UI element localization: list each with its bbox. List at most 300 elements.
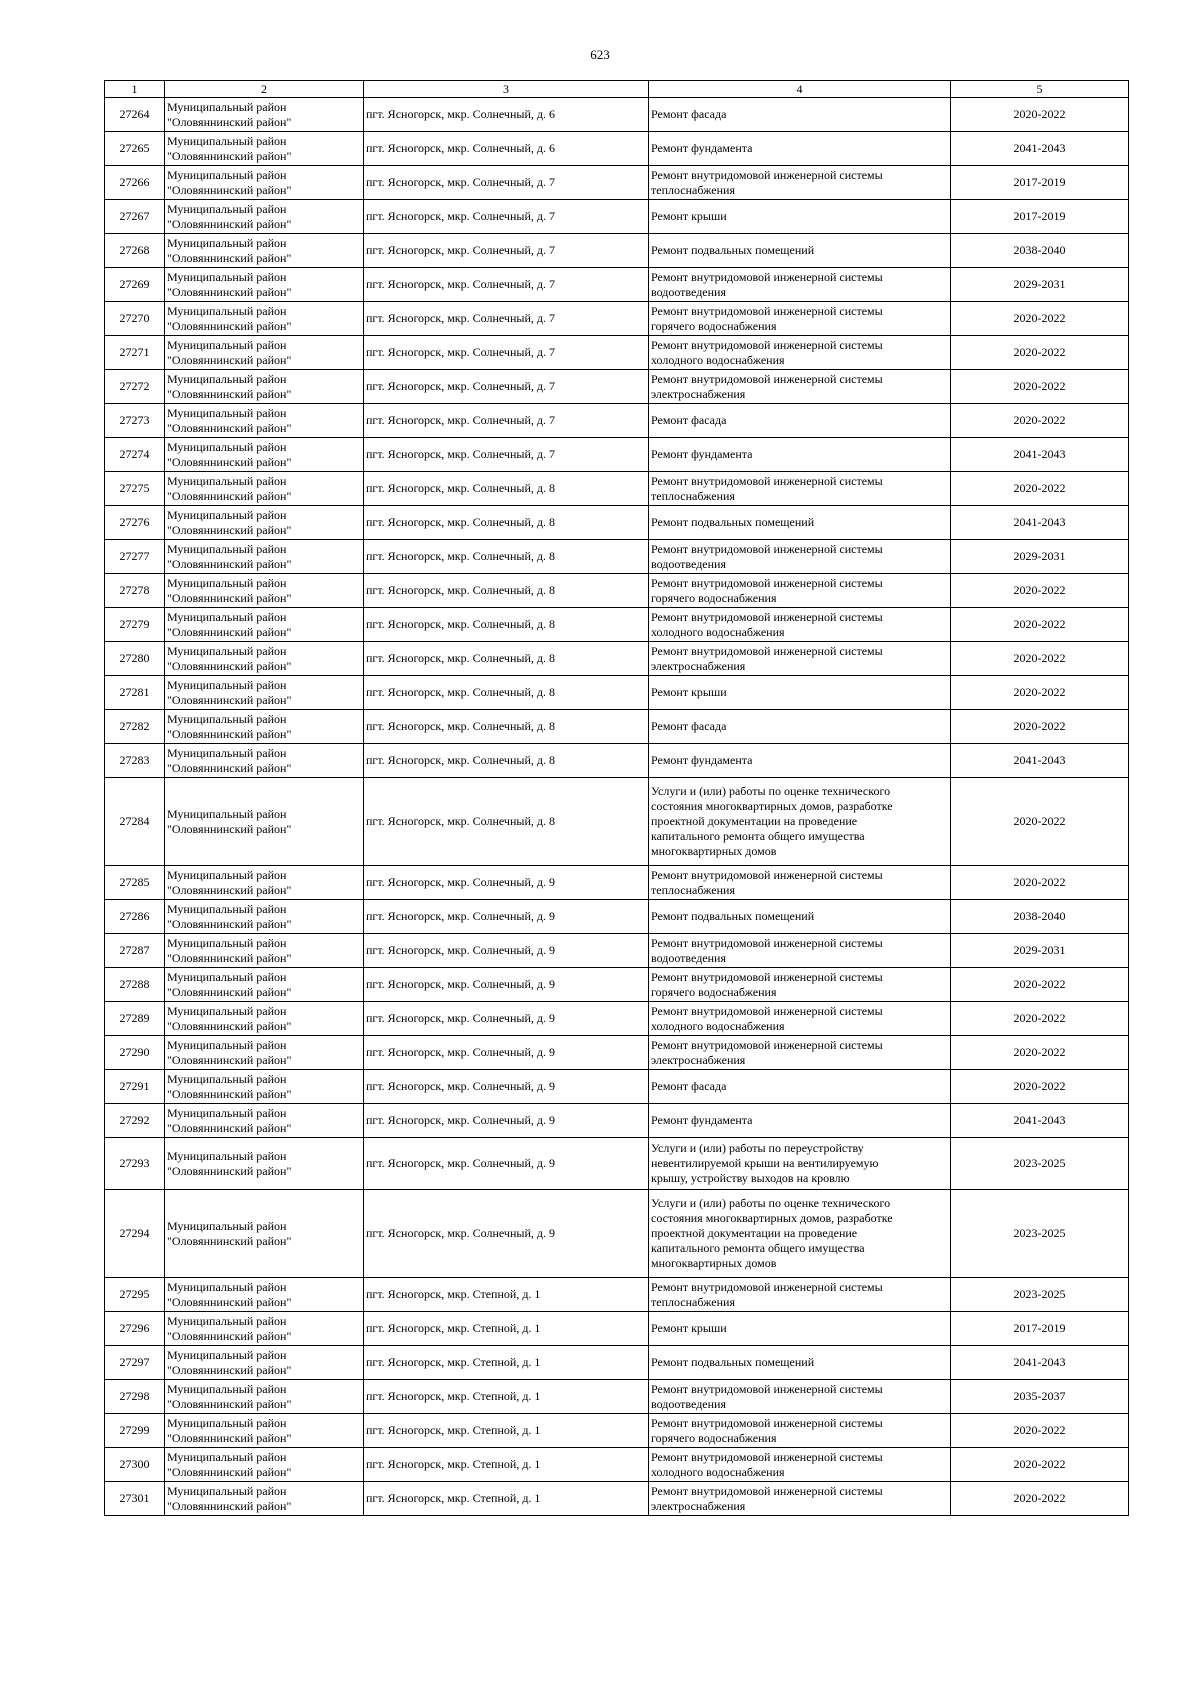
work-type-line: горячего водоснабжения (651, 590, 777, 605)
municipality-cell (165, 336, 364, 370)
work-type-line: Ремонт крыши (651, 1321, 727, 1335)
address-cell: пгт. Ясногорск, мкр. Степной, д. 1 (364, 1482, 649, 1516)
row-number: 27273 (105, 404, 165, 438)
period-cell: 2020-2022 (951, 1002, 1129, 1036)
address-cell: пгт. Ясногорск, мкр. Солнечный, д. 7 (364, 404, 649, 438)
repair-schedule-table (104, 80, 1129, 1516)
municipality-line: Муниципальный район (167, 935, 287, 950)
municipality-line: Муниципальный район (167, 677, 287, 692)
period-cell: 2020-2022 (951, 676, 1129, 710)
table-row (105, 968, 1129, 1002)
address-cell: пгт. Ясногорск, мкр. Солнечный, д. 6 (364, 98, 649, 132)
municipality-line: "Оловяннинский район" (167, 658, 292, 673)
work-type-cell (649, 778, 951, 866)
municipality-line: Муниципальный район (167, 99, 287, 114)
municipality-line: Муниципальный район (167, 1003, 287, 1018)
address-cell: пгт. Ясногорск, мкр. Степной, д. 1 (364, 1448, 649, 1482)
table-row (105, 370, 1129, 404)
work-type-line: Ремонт фундамента (651, 447, 753, 461)
table-row (105, 438, 1129, 472)
municipality-line: "Оловяннинский район" (167, 114, 292, 129)
row-number: 27284 (105, 778, 165, 866)
municipality-line: "Оловяннинский район" (167, 386, 292, 401)
period-cell: 2041-2043 (951, 132, 1129, 166)
municipality-line: Муниципальный район (167, 643, 287, 658)
work-type-line: Ремонт внутридомовой инженерной системы (651, 1037, 883, 1052)
address-cell: пгт. Ясногорск, мкр. Степной, д. 1 (364, 1312, 649, 1346)
work-type-line: Ремонт внутридомовой инженерной системы (651, 337, 883, 352)
row-number: 27268 (105, 234, 165, 268)
row-number: 27292 (105, 1104, 165, 1138)
table-row (105, 1482, 1129, 1516)
row-number: 27267 (105, 200, 165, 234)
period-cell: 2020-2022 (951, 710, 1129, 744)
period-cell: 2023-2025 (951, 1190, 1129, 1278)
period-cell: 2020-2022 (951, 642, 1129, 676)
work-type-line: Ремонт внутридомовой инженерной системы (651, 575, 883, 590)
table-row (105, 234, 1129, 268)
municipality-line: Муниципальный район (167, 133, 287, 148)
address-cell: пгт. Ясногорск, мкр. Солнечный, д. 8 (364, 676, 649, 710)
municipality-cell (165, 710, 364, 744)
work-type-line: теплоснабжения (651, 182, 735, 197)
municipality-line: "Оловяннинский район" (167, 760, 292, 775)
municipality-line: Муниципальный район (167, 439, 287, 454)
work-type-cell (649, 98, 951, 132)
work-type-line: водоотведения (651, 284, 726, 299)
work-type-line: Ремонт внутридомовой инженерной системы (651, 969, 883, 984)
work-type-line: Ремонт фасада (651, 1079, 727, 1093)
column-header-4: 4 (649, 81, 951, 98)
period-cell: 2020-2022 (951, 98, 1129, 132)
municipality-line: Муниципальный район (167, 1148, 287, 1163)
row-number: 27281 (105, 676, 165, 710)
work-type-line: проектной документации на проведение (651, 1226, 858, 1240)
work-type-line: Услуги и (или) работы по оценке технического (651, 1196, 891, 1210)
work-type-cell (649, 1104, 951, 1138)
column-header-3: 3 (364, 81, 649, 98)
address-cell: пгт. Ясногорск, мкр. Солнечный, д. 9 (364, 1070, 649, 1104)
work-type-line: Ремонт внутридомовой инженерной системы (651, 1483, 883, 1498)
municipality-line: "Оловяннинский район" (167, 420, 292, 435)
period-cell: 2041-2043 (951, 1104, 1129, 1138)
row-number: 27294 (105, 1190, 165, 1278)
municipality-line: Муниципальный район (167, 1313, 287, 1328)
work-type-cell (649, 1190, 951, 1278)
address-cell: пгт. Ясногорск, мкр. Солнечный, д. 9 (364, 1036, 649, 1070)
municipality-cell (165, 1036, 364, 1070)
municipality-line: Муниципальный район (167, 575, 287, 590)
municipality-cell (165, 866, 364, 900)
municipality-line: "Оловяннинский район" (167, 692, 292, 707)
period-cell: 2017-2019 (951, 166, 1129, 200)
municipality-line: Муниципальный район (167, 201, 287, 216)
table-row (105, 744, 1129, 778)
work-type-cell (649, 642, 951, 676)
municipality-line: Муниципальный район (167, 1218, 287, 1233)
work-type-cell (649, 404, 951, 438)
address-cell: пгт. Ясногорск, мкр. Солнечный, д. 7 (364, 200, 649, 234)
work-type-line: Ремонт фасада (651, 413, 727, 427)
period-cell: 2020-2022 (951, 608, 1129, 642)
municipality-line: "Оловяннинский район" (167, 916, 292, 931)
period-cell: 2038-2040 (951, 234, 1129, 268)
address-cell: пгт. Ясногорск, мкр. Степной, д. 1 (364, 1380, 649, 1414)
work-type-line: электроснабжения (651, 658, 746, 673)
table-row (105, 98, 1129, 132)
municipality-line: Муниципальный район (167, 609, 287, 624)
municipality-line: "Оловяннинский район" (167, 488, 292, 503)
row-number: 27277 (105, 540, 165, 574)
table-body (105, 98, 1129, 1516)
municipality-line: Муниципальный район (167, 1381, 287, 1396)
page-number: 623 (590, 47, 610, 62)
municipality-line: Муниципальный район (167, 303, 287, 318)
address-cell: пгт. Ясногорск, мкр. Солнечный, д. 9 (364, 1138, 649, 1190)
municipality-line: Муниципальный район (167, 745, 287, 760)
table-row (105, 336, 1129, 370)
table-row (105, 710, 1129, 744)
address-cell: пгт. Ясногорск, мкр. Солнечный, д. 7 (364, 268, 649, 302)
address-cell: пгт. Ясногорск, мкр. Солнечный, д. 9 (364, 866, 649, 900)
work-type-cell (649, 676, 951, 710)
address-cell: пгт. Ясногорск, мкр. Солнечный, д. 8 (364, 506, 649, 540)
work-type-line: Ремонт фундамента (651, 1113, 753, 1127)
municipality-cell (165, 370, 364, 404)
work-type-line: Ремонт внутридомовой инженерной системы (651, 867, 883, 882)
table-row (105, 302, 1129, 336)
period-cell: 2041-2043 (951, 744, 1129, 778)
work-type-cell (649, 438, 951, 472)
municipality-line: Муниципальный район (167, 337, 287, 352)
municipality-cell (165, 778, 364, 866)
municipality-line: "Оловяннинский район" (167, 590, 292, 605)
work-type-line: теплоснабжения (651, 488, 735, 503)
period-cell: 2041-2043 (951, 438, 1129, 472)
work-type-line: водоотведения (651, 1396, 726, 1411)
work-type-line: состояния многоквартирных домов, разработке (651, 799, 893, 813)
period-cell: 2020-2022 (951, 1482, 1129, 1516)
table-row (105, 1002, 1129, 1036)
municipality-line: Муниципальный район (167, 1279, 287, 1294)
period-cell: 2020-2022 (951, 1036, 1129, 1070)
municipality-cell (165, 1002, 364, 1036)
municipality-line: "Оловяннинский район" (167, 1120, 292, 1135)
row-number: 27299 (105, 1414, 165, 1448)
table-row (105, 166, 1129, 200)
period-cell: 2020-2022 (951, 778, 1129, 866)
work-type-line: Ремонт внутридомовой инженерной системы (651, 609, 883, 624)
work-type-cell (649, 370, 951, 404)
table-row (105, 1278, 1129, 1312)
municipality-line: "Оловяннинский район" (167, 284, 292, 299)
municipality-line: Муниципальный район (167, 806, 287, 821)
table-row (105, 1104, 1129, 1138)
work-type-line: Ремонт внутридомовой инженерной системы (651, 541, 883, 556)
period-cell: 2041-2043 (951, 1346, 1129, 1380)
municipality-line: Муниципальный район (167, 473, 287, 488)
row-number: 27276 (105, 506, 165, 540)
row-number: 27286 (105, 900, 165, 934)
municipality-line: "Оловяннинский район" (167, 318, 292, 333)
work-type-line: Ремонт внутридомовой инженерной системы (651, 1381, 883, 1396)
address-cell: пгт. Ясногорск, мкр. Солнечный, д. 8 (364, 472, 649, 506)
municipality-cell (165, 506, 364, 540)
work-type-line: Ремонт подвальных помещений (651, 515, 815, 529)
work-type-line: Ремонт фундамента (651, 141, 753, 155)
municipality-cell (165, 1380, 364, 1414)
row-number: 27295 (105, 1278, 165, 1312)
row-number: 27271 (105, 336, 165, 370)
period-cell: 2020-2022 (951, 1448, 1129, 1482)
work-type-line: капитального ремонта общего имущества (651, 1241, 865, 1255)
municipality-line: Муниципальный район (167, 269, 287, 284)
address-cell: пгт. Ясногорск, мкр. Солнечный, д. 9 (364, 1002, 649, 1036)
municipality-cell (165, 1278, 364, 1312)
municipality-line: Муниципальный район (167, 541, 287, 556)
municipality-cell (165, 404, 364, 438)
row-number: 27272 (105, 370, 165, 404)
municipality-line: "Оловяннинский район" (167, 1328, 292, 1343)
address-cell: пгт. Ясногорск, мкр. Солнечный, д. 8 (364, 574, 649, 608)
work-type-line: электроснабжения (651, 1498, 746, 1513)
table-row (105, 574, 1129, 608)
municipality-line: "Оловяннинский район" (167, 624, 292, 639)
work-type-line: Ремонт подвальных помещений (651, 1355, 815, 1369)
municipality-cell (165, 968, 364, 1002)
row-number: 27297 (105, 1346, 165, 1380)
municipality-cell (165, 268, 364, 302)
work-type-cell (649, 540, 951, 574)
municipality-cell (165, 1448, 364, 1482)
work-type-line: Ремонт фундамента (651, 753, 753, 767)
address-cell: пгт. Ясногорск, мкр. Степной, д. 1 (364, 1414, 649, 1448)
address-cell: пгт. Ясногорск, мкр. Солнечный, д. 7 (364, 166, 649, 200)
row-number: 27282 (105, 710, 165, 744)
municipality-line: "Оловяннинский район" (167, 984, 292, 999)
municipality-line: "Оловяннинский район" (167, 352, 292, 367)
municipality-line: "Оловяннинский район" (167, 522, 292, 537)
work-type-line: Ремонт фасада (651, 719, 727, 733)
work-type-cell (649, 934, 951, 968)
work-type-line: холодного водоснабжения (651, 1018, 785, 1033)
work-type-cell (649, 506, 951, 540)
work-type-cell (649, 710, 951, 744)
municipality-line: "Оловяннинский район" (167, 950, 292, 965)
work-type-line: Ремонт крыши (651, 209, 727, 223)
work-type-cell (649, 200, 951, 234)
work-type-line: состояния многоквартирных домов, разработке (651, 1211, 893, 1225)
table-row (105, 1448, 1129, 1482)
table-row (105, 1414, 1129, 1448)
table-row (105, 608, 1129, 642)
municipality-line: "Оловяннинский район" (167, 1294, 292, 1309)
work-type-line: Ремонт внутридомовой инженерной системы (651, 371, 883, 386)
municipality-line: Муниципальный район (167, 1415, 287, 1430)
table-row (105, 1312, 1129, 1346)
municipality-line: "Оловяннинский район" (167, 182, 292, 197)
work-type-cell (649, 1448, 951, 1482)
work-type-line: Услуги и (или) работы по оценке технического (651, 784, 891, 798)
municipality-line: "Оловяннинский район" (167, 556, 292, 571)
municipality-line: "Оловяннинский район" (167, 821, 292, 836)
municipality-cell (165, 934, 364, 968)
work-type-cell (649, 900, 951, 934)
row-number: 27298 (105, 1380, 165, 1414)
row-number: 27288 (105, 968, 165, 1002)
address-cell: пгт. Ясногорск, мкр. Солнечный, д. 7 (364, 438, 649, 472)
period-cell: 2038-2040 (951, 900, 1129, 934)
row-number: 27278 (105, 574, 165, 608)
work-type-line: многоквартирных домов (651, 844, 777, 858)
row-number: 27275 (105, 472, 165, 506)
row-number: 27269 (105, 268, 165, 302)
period-cell: 2020-2022 (951, 302, 1129, 336)
municipality-cell (165, 302, 364, 336)
municipality-line: "Оловяннинский район" (167, 1052, 292, 1067)
municipality-line: "Оловяннинский район" (167, 1464, 292, 1479)
municipality-cell (165, 900, 364, 934)
work-type-line: холодного водоснабжения (651, 624, 785, 639)
address-cell: пгт. Ясногорск, мкр. Солнечный, д. 9 (364, 1104, 649, 1138)
address-cell: пгт. Ясногорск, мкр. Солнечный, д. 9 (364, 1190, 649, 1278)
municipality-line: "Оловяннинский район" (167, 216, 292, 231)
column-header-5: 5 (951, 81, 1129, 98)
period-cell: 2041-2043 (951, 506, 1129, 540)
work-type-line: Ремонт внутридомовой инженерной системы (651, 1279, 883, 1294)
work-type-cell (649, 968, 951, 1002)
table-row (105, 642, 1129, 676)
work-type-cell (649, 1036, 951, 1070)
address-cell: пгт. Ясногорск, мкр. Солнечный, д. 8 (364, 608, 649, 642)
work-type-line: водоотведения (651, 950, 726, 965)
work-type-cell (649, 744, 951, 778)
row-number: 27290 (105, 1036, 165, 1070)
address-cell: пгт. Ясногорск, мкр. Солнечный, д. 7 (364, 302, 649, 336)
address-cell: пгт. Ясногорск, мкр. Солнечный, д. 6 (364, 132, 649, 166)
municipality-line: Муниципальный район (167, 405, 287, 420)
table-row (105, 1138, 1129, 1190)
work-type-line: Ремонт внутридомовой инженерной системы (651, 1449, 883, 1464)
municipality-line: "Оловяннинский район" (167, 882, 292, 897)
municipality-line: Муниципальный район (167, 167, 287, 182)
municipality-cell (165, 608, 364, 642)
municipality-line: Муниципальный район (167, 371, 287, 386)
table-row (105, 1346, 1129, 1380)
municipality-line: Муниципальный район (167, 1037, 287, 1052)
work-type-cell (649, 1414, 951, 1448)
municipality-cell (165, 98, 364, 132)
work-type-line: Ремонт внутридомовой инженерной системы (651, 643, 883, 658)
address-cell: пгт. Ясногорск, мкр. Солнечный, д. 8 (364, 778, 649, 866)
municipality-cell (165, 1312, 364, 1346)
work-type-line: Ремонт внутридомовой инженерной системы (651, 935, 883, 950)
work-type-line: горячего водоснабжения (651, 1430, 777, 1445)
work-type-line: Ремонт подвальных помещений (651, 909, 815, 923)
table-row (105, 268, 1129, 302)
work-type-cell (649, 1312, 951, 1346)
period-cell: 2023-2025 (951, 1278, 1129, 1312)
work-type-cell (649, 1138, 951, 1190)
municipality-line: "Оловяннинский район" (167, 148, 292, 163)
address-cell: пгт. Ясногорск, мкр. Солнечный, д. 7 (364, 370, 649, 404)
work-type-line: Ремонт фасада (651, 107, 727, 121)
column-header-2: 2 (165, 81, 364, 98)
work-type-line: многоквартирных домов (651, 1256, 777, 1270)
work-type-line: электроснабжения (651, 386, 746, 401)
table-row (105, 540, 1129, 574)
municipality-line: "Оловяннинский район" (167, 454, 292, 469)
row-number: 27283 (105, 744, 165, 778)
row-number: 27265 (105, 132, 165, 166)
period-cell: 2020-2022 (951, 1414, 1129, 1448)
municipality-cell (165, 540, 364, 574)
row-number: 27296 (105, 1312, 165, 1346)
municipality-line: "Оловяннинский район" (167, 726, 292, 741)
row-number: 27266 (105, 166, 165, 200)
municipality-line: "Оловяннинский район" (167, 1086, 292, 1101)
work-type-cell (649, 1278, 951, 1312)
period-cell: 2029-2031 (951, 540, 1129, 574)
work-type-cell (649, 1346, 951, 1380)
work-type-cell (649, 574, 951, 608)
table-row (105, 934, 1129, 968)
work-type-line: Ремонт внутридомовой инженерной системы (651, 1003, 883, 1018)
work-type-line: Ремонт внутридомовой инженерной системы (651, 167, 883, 182)
row-number: 27291 (105, 1070, 165, 1104)
work-type-cell (649, 608, 951, 642)
row-number: 27279 (105, 608, 165, 642)
address-cell: пгт. Ясногорск, мкр. Солнечный, д. 9 (364, 900, 649, 934)
table-row (105, 200, 1129, 234)
table-row (105, 866, 1129, 900)
work-type-line: холодного водоснабжения (651, 1464, 785, 1479)
municipality-line: Муниципальный район (167, 901, 287, 916)
work-type-line: Ремонт внутридомовой инженерной системы (651, 473, 883, 488)
address-cell: пгт. Ясногорск, мкр. Солнечный, д. 9 (364, 968, 649, 1002)
municipality-cell (165, 1138, 364, 1190)
municipality-line: "Оловяннинский район" (167, 1498, 292, 1513)
period-cell: 2020-2022 (951, 472, 1129, 506)
table-row (105, 404, 1129, 438)
municipality-line: "Оловяннинский район" (167, 1018, 292, 1033)
address-cell: пгт. Ясногорск, мкр. Степной, д. 1 (364, 1346, 649, 1380)
work-type-line: Ремонт подвальных помещений (651, 243, 815, 257)
address-cell: пгт. Ясногорск, мкр. Солнечный, д. 7 (364, 336, 649, 370)
row-number: 27285 (105, 866, 165, 900)
work-type-cell (649, 1002, 951, 1036)
work-type-line: Ремонт внутридомовой инженерной системы (651, 303, 883, 318)
work-type-cell (649, 472, 951, 506)
work-type-line: крышу, устройству выходов на кровлю (651, 1171, 850, 1185)
municipality-line: Муниципальный район (167, 1105, 287, 1120)
row-number: 27280 (105, 642, 165, 676)
table-row (105, 900, 1129, 934)
municipality-cell (165, 166, 364, 200)
period-cell: 2017-2019 (951, 1312, 1129, 1346)
municipality-cell (165, 1482, 364, 1516)
address-cell: пгт. Ясногорск, мкр. Солнечный, д. 7 (364, 234, 649, 268)
period-cell: 2029-2031 (951, 934, 1129, 968)
work-type-line: Ремонт внутридомовой инженерной системы (651, 1415, 883, 1430)
period-cell: 2020-2022 (951, 968, 1129, 1002)
row-number: 27287 (105, 934, 165, 968)
row-number: 27264 (105, 98, 165, 132)
work-type-line: Услуги и (или) работы по переустройству (651, 1141, 864, 1155)
municipality-line: Муниципальный район (167, 969, 287, 984)
municipality-cell (165, 1190, 364, 1278)
table-row (105, 1070, 1129, 1104)
